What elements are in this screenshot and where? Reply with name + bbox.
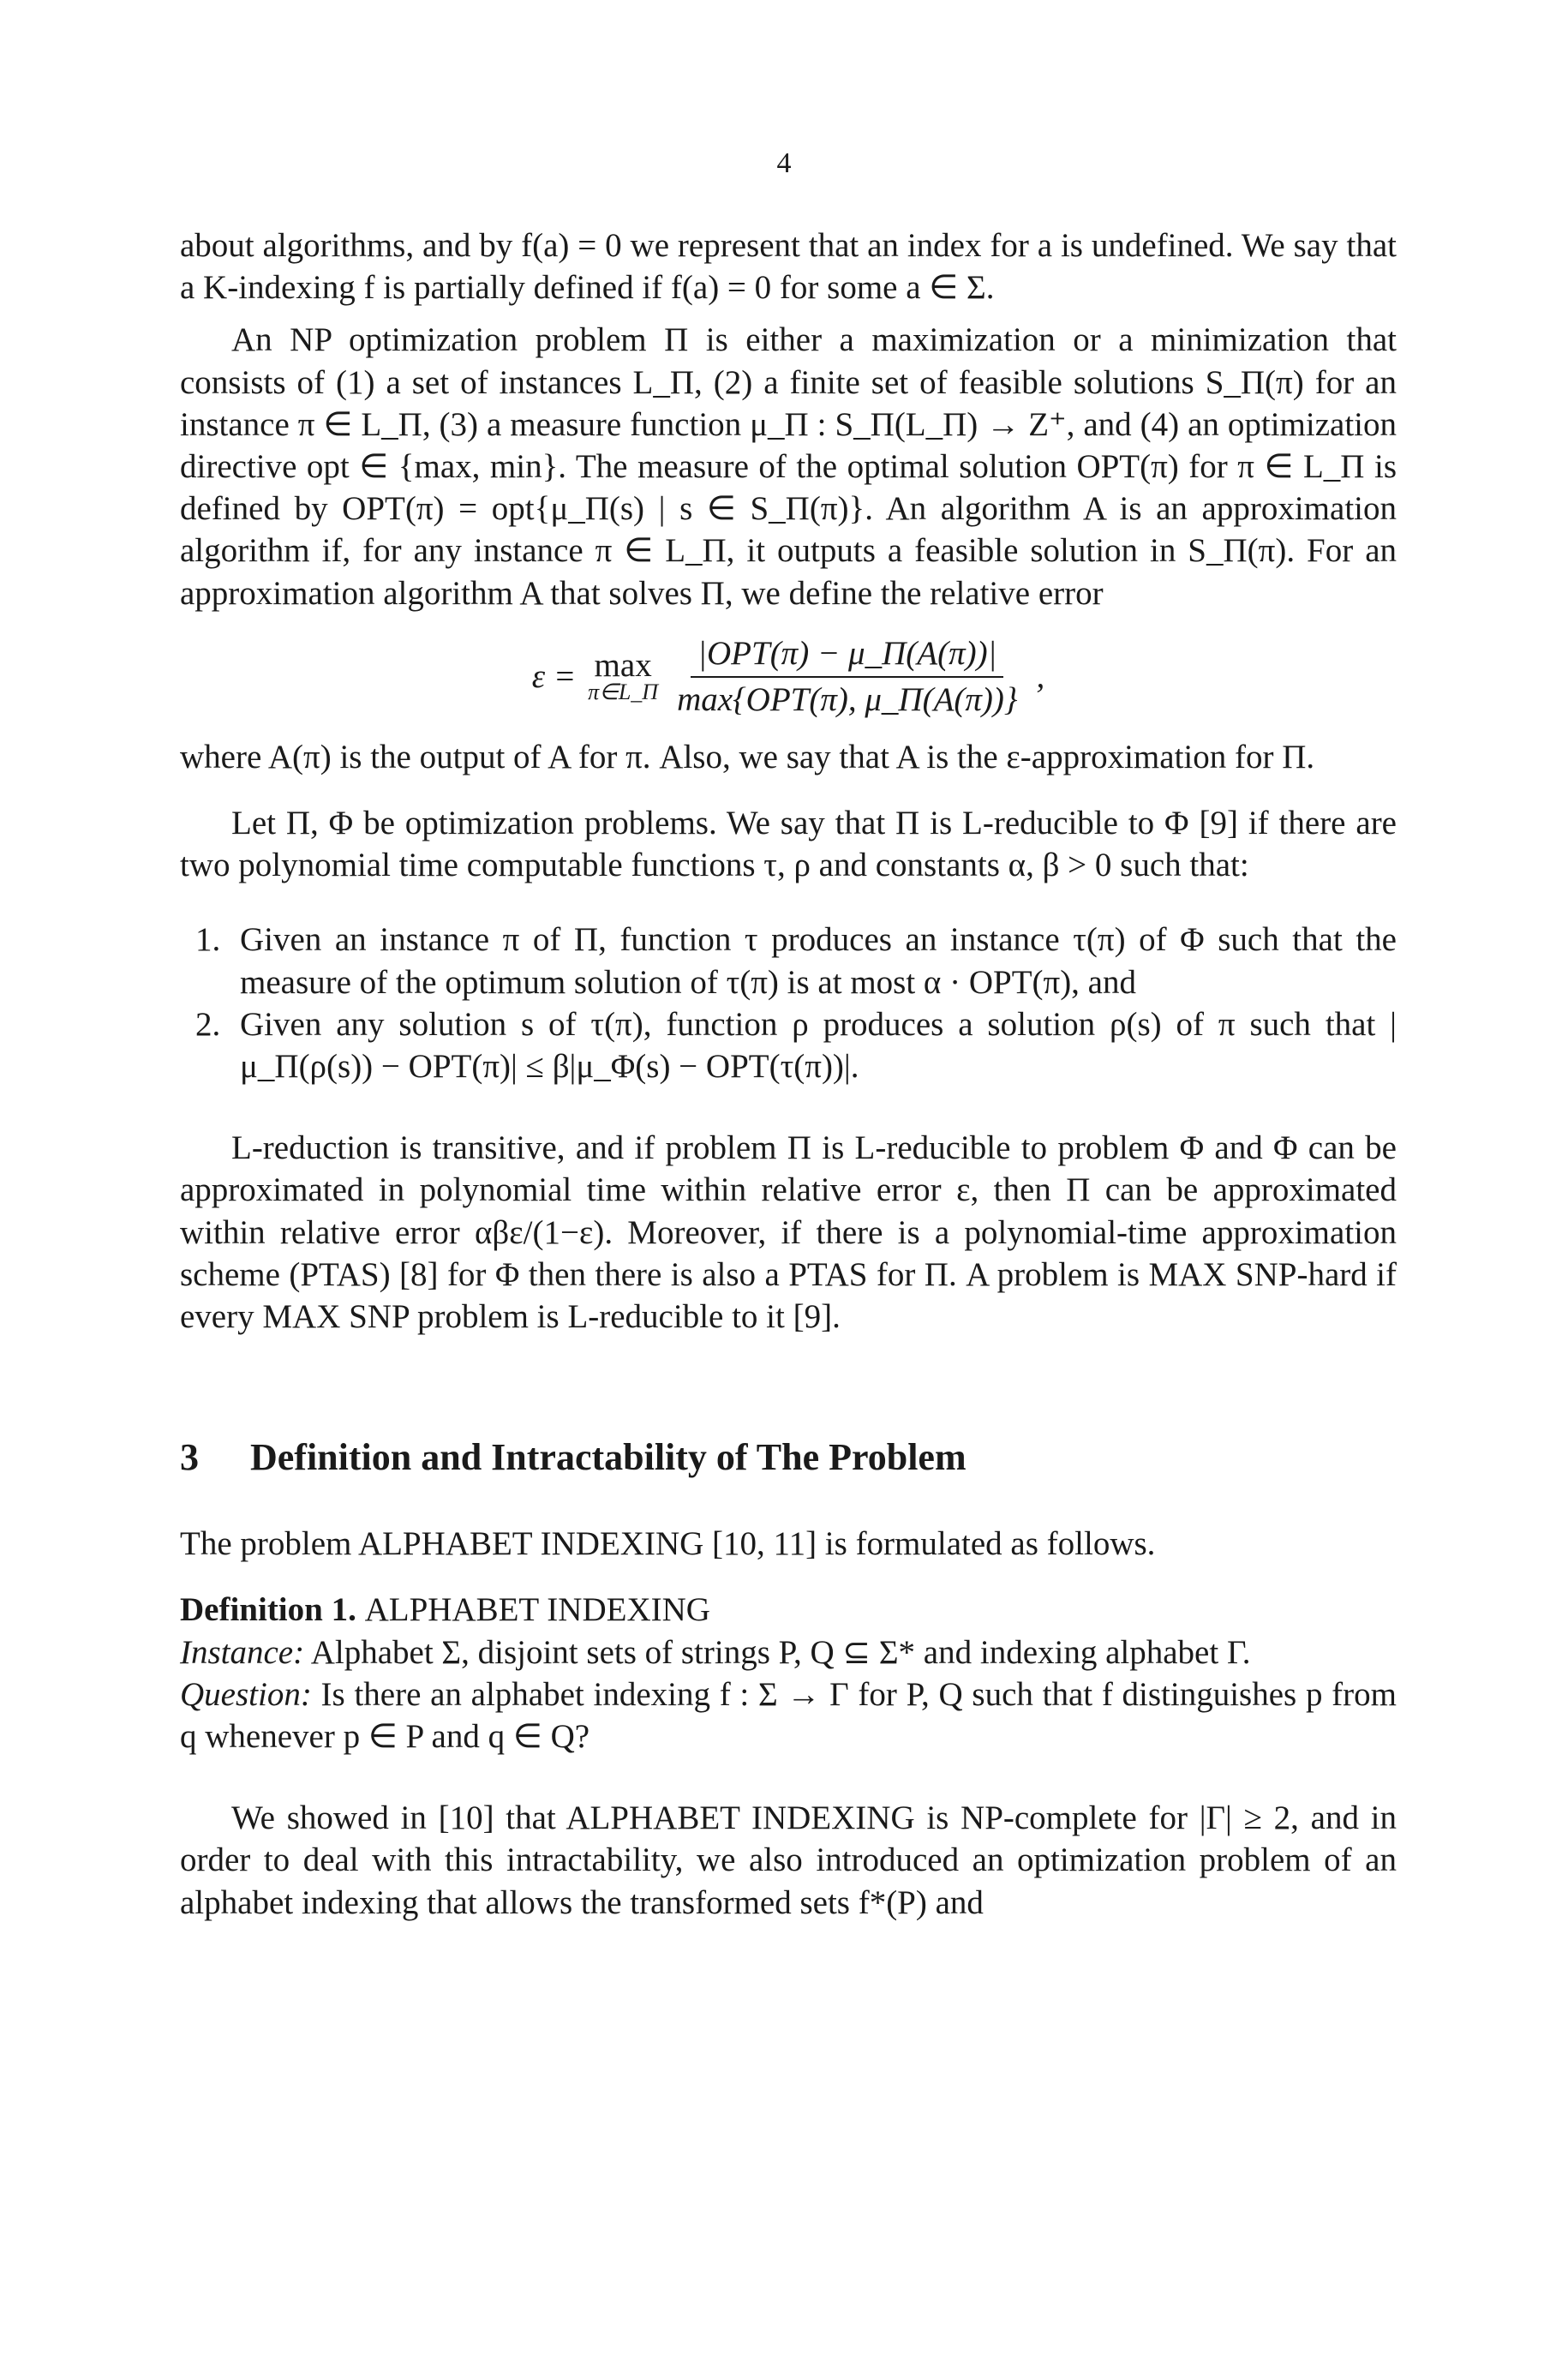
instance-label: Instance:: [180, 1633, 305, 1671]
section-intro: The problem ALPHABET INDEXING [10, 11] is formulated as follows.: [180, 1525, 1156, 1563]
section-title: Definition and Intractability of The Problem: [250, 1436, 967, 1479]
definition-title: Definition 1.: [180, 1591, 356, 1629]
paragraph-4: Let Π, Φ be optimization problems. We say that Π is L-reducible to Φ [9] if there are two polynomial time computable functions τ, ρ and constants α, β > 0 such that:: [180, 805, 1397, 884]
list-item-text: Given an instance π of Π, function τ produces an instance τ(π) of Φ such that the measure of the optimum solution of τ(π) is at most α · OPT(π), and: [240, 921, 1397, 1001]
section-heading: [180, 1434, 1397, 1482]
equation-numerator: |OPT(π) − μ_Π(A(π))|: [691, 635, 1003, 678]
definition-instance: [180, 1632, 1397, 1673]
definition-heading: [180, 1589, 1397, 1631]
definition-question: [180, 1673, 1397, 1757]
equation-tail: ,: [1036, 658, 1045, 696]
page-body: [180, 225, 1397, 1924]
question-label: Question:: [180, 1675, 312, 1713]
equation-denominator: max{OPT(π), μ_Π(A(π))}: [677, 680, 1018, 718]
list-item: [180, 919, 1397, 1003]
relative-error-equation: [180, 635, 1397, 719]
equation-max: max: [594, 646, 652, 684]
paragraph-2: An NP optimization problem Π is either a maximization or a minimization that consists of (1) a set of instances L_Π, (2) a finite set of feasible solutions S_Π(π) for an instance π ∈ L_Π, (3) a measure function μ_Π : S_Π(L_Π) → Z⁺, and (4) an optimization directive opt ∈ {max, min}. The measure of the optimal solution OPT(π) for π ∈ L_Π is defined by OPT(π) = opt{μ_Π(s) | s ∈ S_Π(π)}. An algorithm A is an approximation algorithm if, for any instance π ∈ L_Π, it outputs a feasible solution in S_Π(π). For an approximation algorithm A that solves Π, we define the relative error: [180, 321, 1397, 612]
question-text: Is there an alphabet indexing f : Σ → Γ for P, Q such that f distinguishes p from q whenever p ∈ P and q ∈ Q?: [180, 1675, 1397, 1756]
closing-paragraph: We showed in [10] that ALPHABET INDEXING is NP-complete for |Γ| ≥ 2, and in order to deal with this intractability, we also introduced an optimization problem of an alphabet indexing that allows the transformed sets f*(P) and: [180, 1799, 1397, 1921]
paragraph-1: about algorithms, and by f(a) = 0 we represent that an index for a is undefined. We say that a K-indexing f is partially defined if f(a) = 0 for some a ∈ Σ.: [180, 227, 1397, 307]
list-item: [180, 1003, 1397, 1087]
l-reduction-conditions-list: [180, 919, 1397, 1087]
list-item-number: 2.: [195, 1005, 221, 1043]
equation-fraction: [670, 635, 1024, 719]
instance-text: Alphabet Σ, disjoint sets of strings P, Q ⊆ Σ* and indexing alphabet Γ.: [310, 1633, 1251, 1671]
equation-lhs: ε =: [531, 658, 577, 696]
list-item-number: 1.: [195, 921, 221, 959]
paragraph-3: where A(π) is the output of A for π. Also, we say that A is the ε-approximation for Π.: [180, 738, 1315, 775]
equation-max-operator: [588, 646, 659, 704]
definition-name: ALPHABET INDEXING: [364, 1591, 710, 1629]
paragraph-5: L-reduction is transitive, and if problem Π is L-reducible to problem Φ and Φ can be approximated in polynomial time within relative error ε, then Π can be approximated within relative error αβε/(1−ε). Moreover, if there is a polynomial-time approximation scheme (PTAS) [8] for Φ then there is also a PTAS for Π. A problem is MAX SNP-hard if every MAX SNP problem is L-reducible to it [9].: [180, 1129, 1397, 1336]
equation-max-subscript: π∈L_Π: [588, 679, 659, 704]
page-number: 4: [776, 147, 792, 179]
section-number: 3: [180, 1436, 199, 1479]
list-item-text: Given any solution s of τ(π), function ρ produces a solution ρ(s) of π such that |μ_Π(ρ(s)) − OPT(π)| ≤ β|μ_Φ(s) − OPT(τ(π))|.: [240, 1005, 1397, 1086]
